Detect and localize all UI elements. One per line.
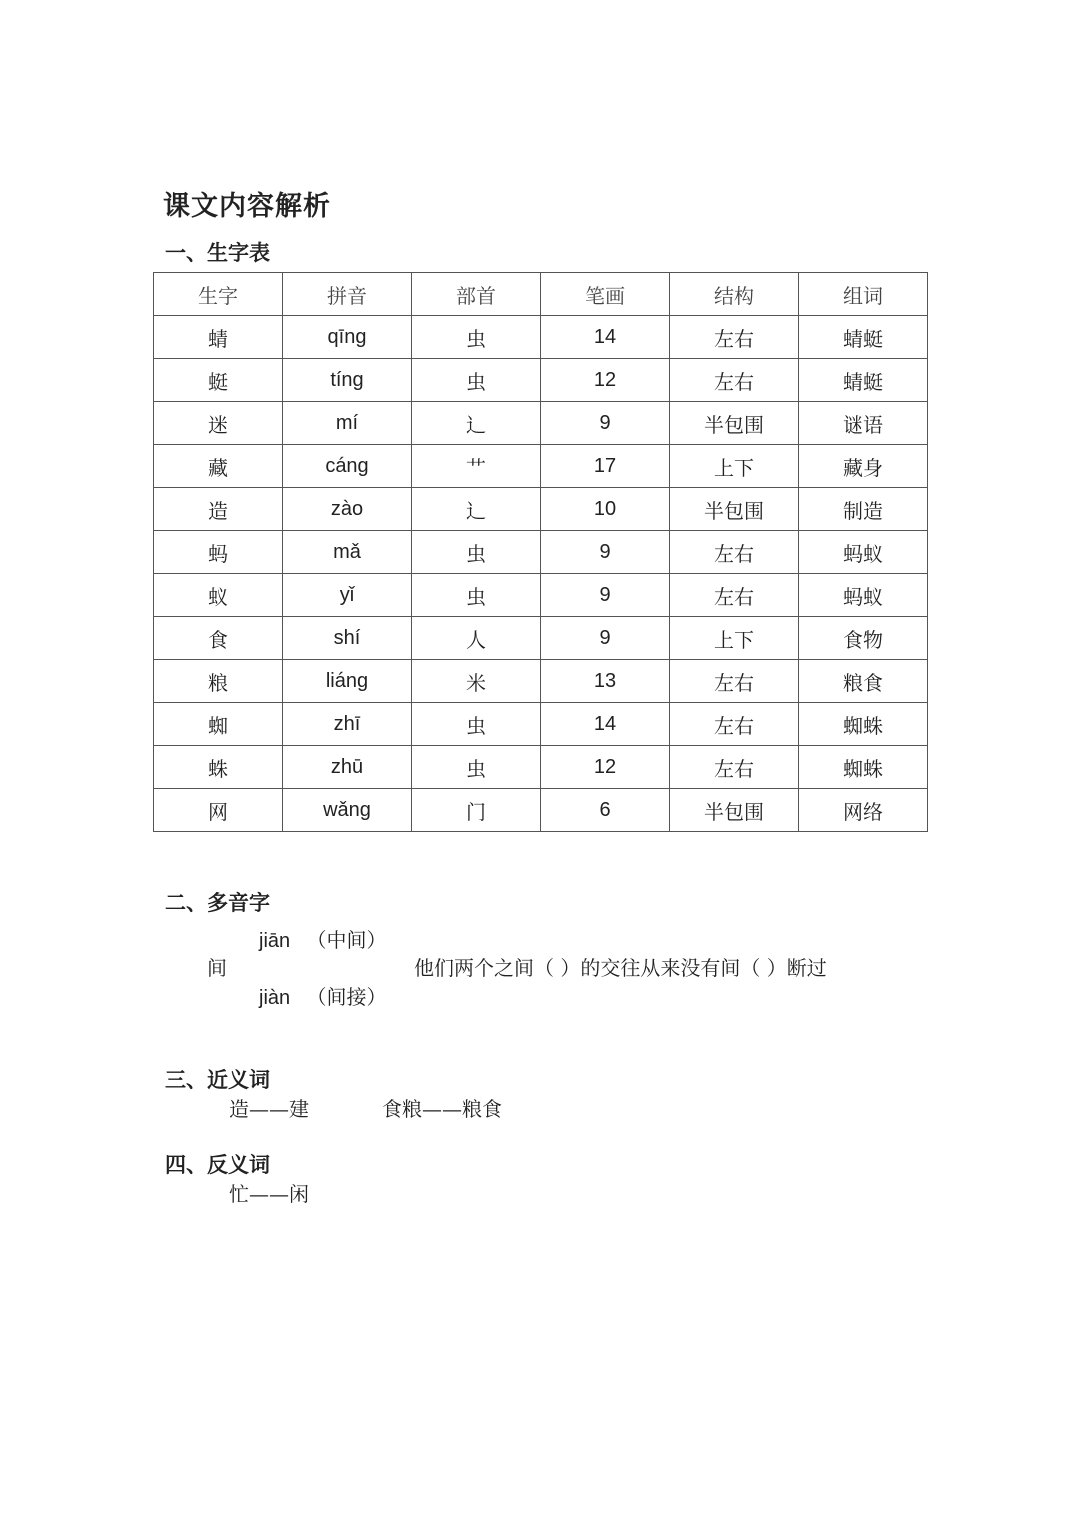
structure-cell: 左右 xyxy=(670,746,799,789)
radical-cell: 虫 xyxy=(412,531,541,574)
table-row xyxy=(154,789,928,832)
structure-cell: 左右 xyxy=(670,574,799,617)
column-header: 结构 xyxy=(670,273,799,316)
radical-cell: 艹 xyxy=(412,445,541,488)
pinyin-cell: wǎng xyxy=(283,789,412,832)
radical-cell: 辶 xyxy=(412,402,541,445)
radical-cell: 虫 xyxy=(412,574,541,617)
structure-cell: 半包围 xyxy=(670,402,799,445)
reading-2-pinyin: jiàn xyxy=(259,987,291,1009)
character-cell: 蛛 xyxy=(154,746,283,789)
pinyin-cell: zhī xyxy=(283,703,412,746)
character-cell: 蚁 xyxy=(154,574,283,617)
structure-cell: 左右 xyxy=(670,703,799,746)
polyphonic-char: 间 xyxy=(207,956,227,980)
column-header: 笔画 xyxy=(541,273,670,316)
pinyin-cell: zhū xyxy=(283,746,412,789)
word-cell: 制造 xyxy=(799,488,928,531)
stroke-count-cell: 9 xyxy=(541,617,670,660)
character-cell: 网 xyxy=(154,789,283,832)
character-cell: 蜘 xyxy=(154,703,283,746)
character-cell: 粮 xyxy=(154,660,283,703)
section-heading-polyphonic: 二、多音字 xyxy=(165,891,270,915)
polyphonic-sentence: 他们两个之间（ ）的交往从来没有间（ ）断过 xyxy=(414,956,827,980)
structure-cell: 上下 xyxy=(670,445,799,488)
table-row xyxy=(154,531,928,574)
section-heading-synonyms: 三、近义词 xyxy=(165,1068,270,1092)
page-title: 课文内容解析 xyxy=(163,191,331,222)
radical-cell: 米 xyxy=(412,660,541,703)
column-header: 部首 xyxy=(412,273,541,316)
table-row xyxy=(154,488,928,531)
structure-cell: 左右 xyxy=(670,359,799,402)
structure-cell: 上下 xyxy=(670,617,799,660)
radical-cell: 人 xyxy=(412,617,541,660)
new-characters-table xyxy=(153,272,928,832)
radical-cell: 虫 xyxy=(412,703,541,746)
pinyin-cell: liáng xyxy=(283,660,412,703)
character-cell: 食 xyxy=(154,617,283,660)
character-cell: 蚂 xyxy=(154,531,283,574)
stroke-count-cell: 17 xyxy=(541,445,670,488)
antonym-pair: 忙——闲 xyxy=(229,1182,309,1206)
table-row xyxy=(154,359,928,402)
stroke-count-cell: 10 xyxy=(541,488,670,531)
character-cell: 迷 xyxy=(154,402,283,445)
table-row xyxy=(154,445,928,488)
word-cell: 谜语 xyxy=(799,402,928,445)
radical-cell: 虫 xyxy=(412,746,541,789)
word-cell: 网络 xyxy=(799,789,928,832)
structure-cell: 半包围 xyxy=(670,488,799,531)
table-header-row xyxy=(154,273,928,316)
structure-cell: 左右 xyxy=(670,660,799,703)
stroke-count-cell: 12 xyxy=(541,746,670,789)
stroke-count-cell: 13 xyxy=(541,660,670,703)
table-row xyxy=(154,703,928,746)
reading-1 xyxy=(259,924,387,953)
pinyin-cell: shí xyxy=(283,617,412,660)
word-cell: 蜘蛛 xyxy=(799,746,928,789)
table-row xyxy=(154,746,928,789)
table-row xyxy=(154,316,928,359)
reading-2 xyxy=(259,981,387,1010)
reading-2-word: （间接） xyxy=(306,985,387,1009)
pinyin-cell: cáng xyxy=(283,445,412,488)
pinyin-cell: mǎ xyxy=(283,531,412,574)
character-cell: 蜻 xyxy=(154,316,283,359)
section-heading-new-characters: 一、生字表 xyxy=(165,241,270,265)
word-cell: 蜻蜓 xyxy=(799,359,928,402)
word-cell: 粮食 xyxy=(799,660,928,703)
structure-cell: 半包围 xyxy=(670,789,799,832)
structure-cell: 左右 xyxy=(670,316,799,359)
word-cell: 蜻蜓 xyxy=(799,316,928,359)
word-cell: 蚂蚁 xyxy=(799,574,928,617)
column-header: 拼音 xyxy=(283,273,412,316)
pinyin-cell: yǐ xyxy=(283,574,412,617)
character-cell: 藏 xyxy=(154,445,283,488)
reading-1-pinyin: jiān xyxy=(259,930,291,952)
pinyin-cell: qīng xyxy=(283,316,412,359)
radical-cell: 虫 xyxy=(412,316,541,359)
pinyin-cell: zào xyxy=(283,488,412,531)
table-row xyxy=(154,660,928,703)
column-header: 生字 xyxy=(154,273,283,316)
word-cell: 蚂蚁 xyxy=(799,531,928,574)
stroke-count-cell: 6 xyxy=(541,789,670,832)
word-cell: 蜘蛛 xyxy=(799,703,928,746)
table-row xyxy=(154,574,928,617)
word-cell: 藏身 xyxy=(799,445,928,488)
section-heading-antonyms: 四、反义词 xyxy=(165,1153,270,1177)
radical-cell: 虫 xyxy=(412,359,541,402)
table-row xyxy=(154,402,928,445)
character-cell: 蜓 xyxy=(154,359,283,402)
synonym-pair: 食粮——粮食 xyxy=(382,1097,502,1121)
column-header: 组词 xyxy=(799,273,928,316)
reading-1-word: （中间） xyxy=(306,928,387,952)
structure-cell: 左右 xyxy=(670,531,799,574)
table-row xyxy=(154,617,928,660)
word-cell: 食物 xyxy=(799,617,928,660)
stroke-count-cell: 9 xyxy=(541,402,670,445)
stroke-count-cell: 14 xyxy=(541,703,670,746)
stroke-count-cell: 9 xyxy=(541,574,670,617)
radical-cell: 门 xyxy=(412,789,541,832)
stroke-count-cell: 12 xyxy=(541,359,670,402)
synonym-pair: 造——建 xyxy=(229,1097,309,1121)
stroke-count-cell: 14 xyxy=(541,316,670,359)
character-cell: 造 xyxy=(154,488,283,531)
pinyin-cell: tíng xyxy=(283,359,412,402)
pinyin-cell: mí xyxy=(283,402,412,445)
stroke-count-cell: 9 xyxy=(541,531,670,574)
radical-cell: 辶 xyxy=(412,488,541,531)
